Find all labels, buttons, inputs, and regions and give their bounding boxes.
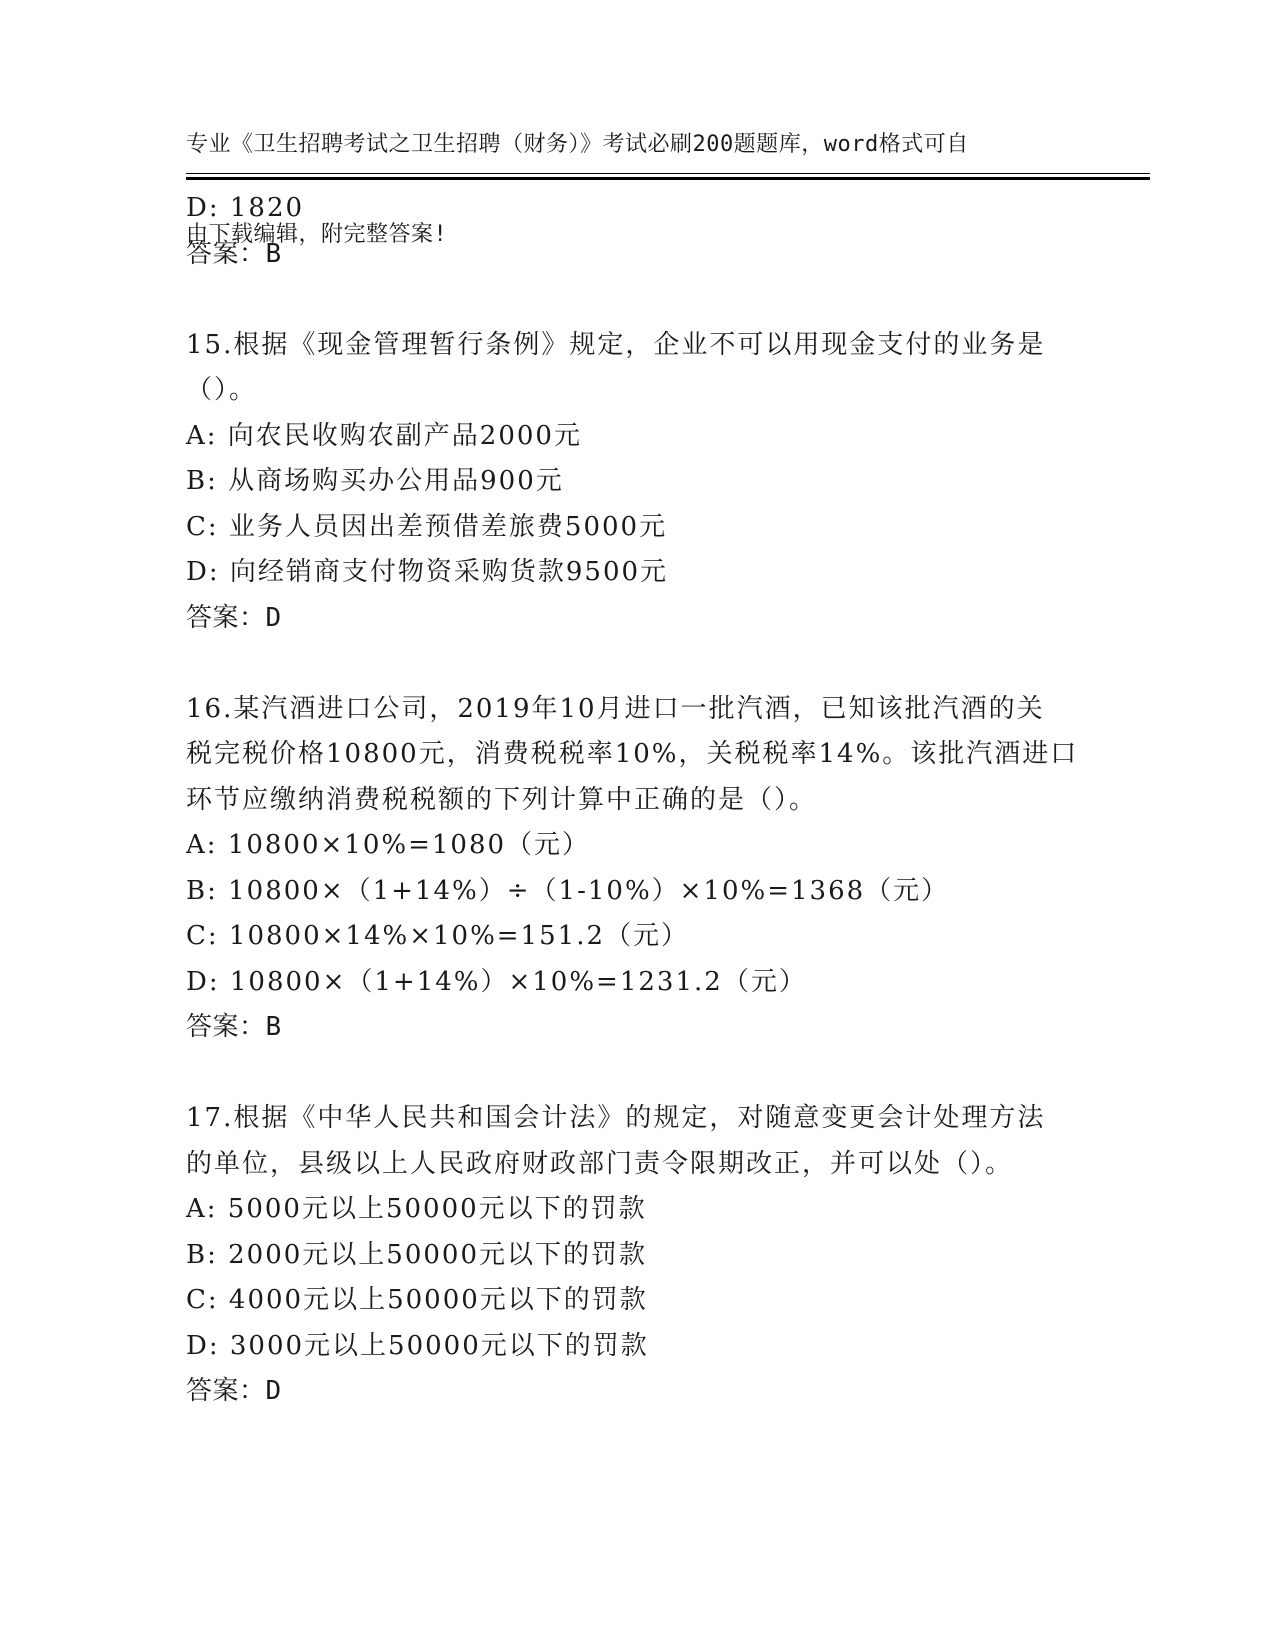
question-stem-line: 的单位，县级以上人民政府财政部门责令限期改正，并可以处（）。 — [186, 1148, 1014, 1179]
question-stem-line: 税完税价格10800元，消费税税率10%，关税税率14%。该批汽酒进口 — [186, 739, 1079, 769]
option-d: D: 向经销商支付物资采购货款9500元 — [186, 557, 669, 587]
header-line-2: 由下载编辑，附完整答案! — [186, 222, 448, 247]
option-c: C: 业务人员因出差预借差旅费5000元 — [186, 511, 668, 542]
prev-answer: 答案：B — [186, 238, 282, 269]
option-a: A: 10800×10%=1080（元） — [186, 830, 591, 860]
spacer — [186, 1051, 1086, 1097]
option-a: A: 向农民收购农副产品2000元 — [186, 420, 582, 451]
option-c: C: 10800×14%×10%=151.2（元） — [186, 921, 689, 951]
header-rule-thin — [186, 173, 1150, 174]
question-stem-line: 环节应缴纳消费税税额的下列计算中正确的是（）。 — [186, 784, 818, 815]
option-b: B: 10800×（1+14%）÷（1-10%）×10%=1368（元） — [186, 875, 950, 906]
option-d: D: 10800×（1+14%）×10%=1231.2（元） — [186, 966, 807, 997]
option-b: B: 2000元以上50000元以下的罚款 — [186, 1239, 648, 1270]
question-stem-line: （）。 — [186, 375, 258, 405]
option-c: C: 4000元以上50000元以下的罚款 — [186, 1285, 648, 1315]
question-17 — [186, 1096, 1086, 1415]
question-15 — [186, 323, 1086, 642]
question-16 — [186, 687, 1086, 1051]
question-content — [186, 186, 1086, 1415]
question-stem-line: 16.某汽酒进口公司，2019年10月进口一批汽酒，已知该批汽酒的关 — [186, 693, 1045, 724]
answer: 答案：B — [186, 1012, 282, 1042]
spacer — [186, 641, 1086, 687]
question-stem-line: 15.根据《现金管理暂行条例》规定，企业不可以用现金支付的业务是 — [186, 329, 1046, 360]
option-d: D: 3000元以上50000元以下的罚款 — [186, 1330, 649, 1361]
header-line-1: 专业《卫生招聘考试之卫生招聘（财务）》考试必刷200题题库，word格式可自 — [186, 132, 969, 157]
prev-option-d: D: 1820 — [186, 193, 305, 223]
answer: 答案：D — [186, 602, 282, 633]
spacer — [186, 277, 1086, 323]
option-b: B: 从商场购买办公用品900元 — [186, 466, 564, 496]
header-rule-thick — [186, 177, 1150, 180]
option-a: A: 5000元以上50000元以下的罚款 — [186, 1194, 647, 1224]
answer: 答案：D — [186, 1376, 282, 1406]
question-stem-line: 17.根据《中华人民共和国会计法》的规定，对随意变更会计处理方法 — [186, 1103, 1046, 1133]
